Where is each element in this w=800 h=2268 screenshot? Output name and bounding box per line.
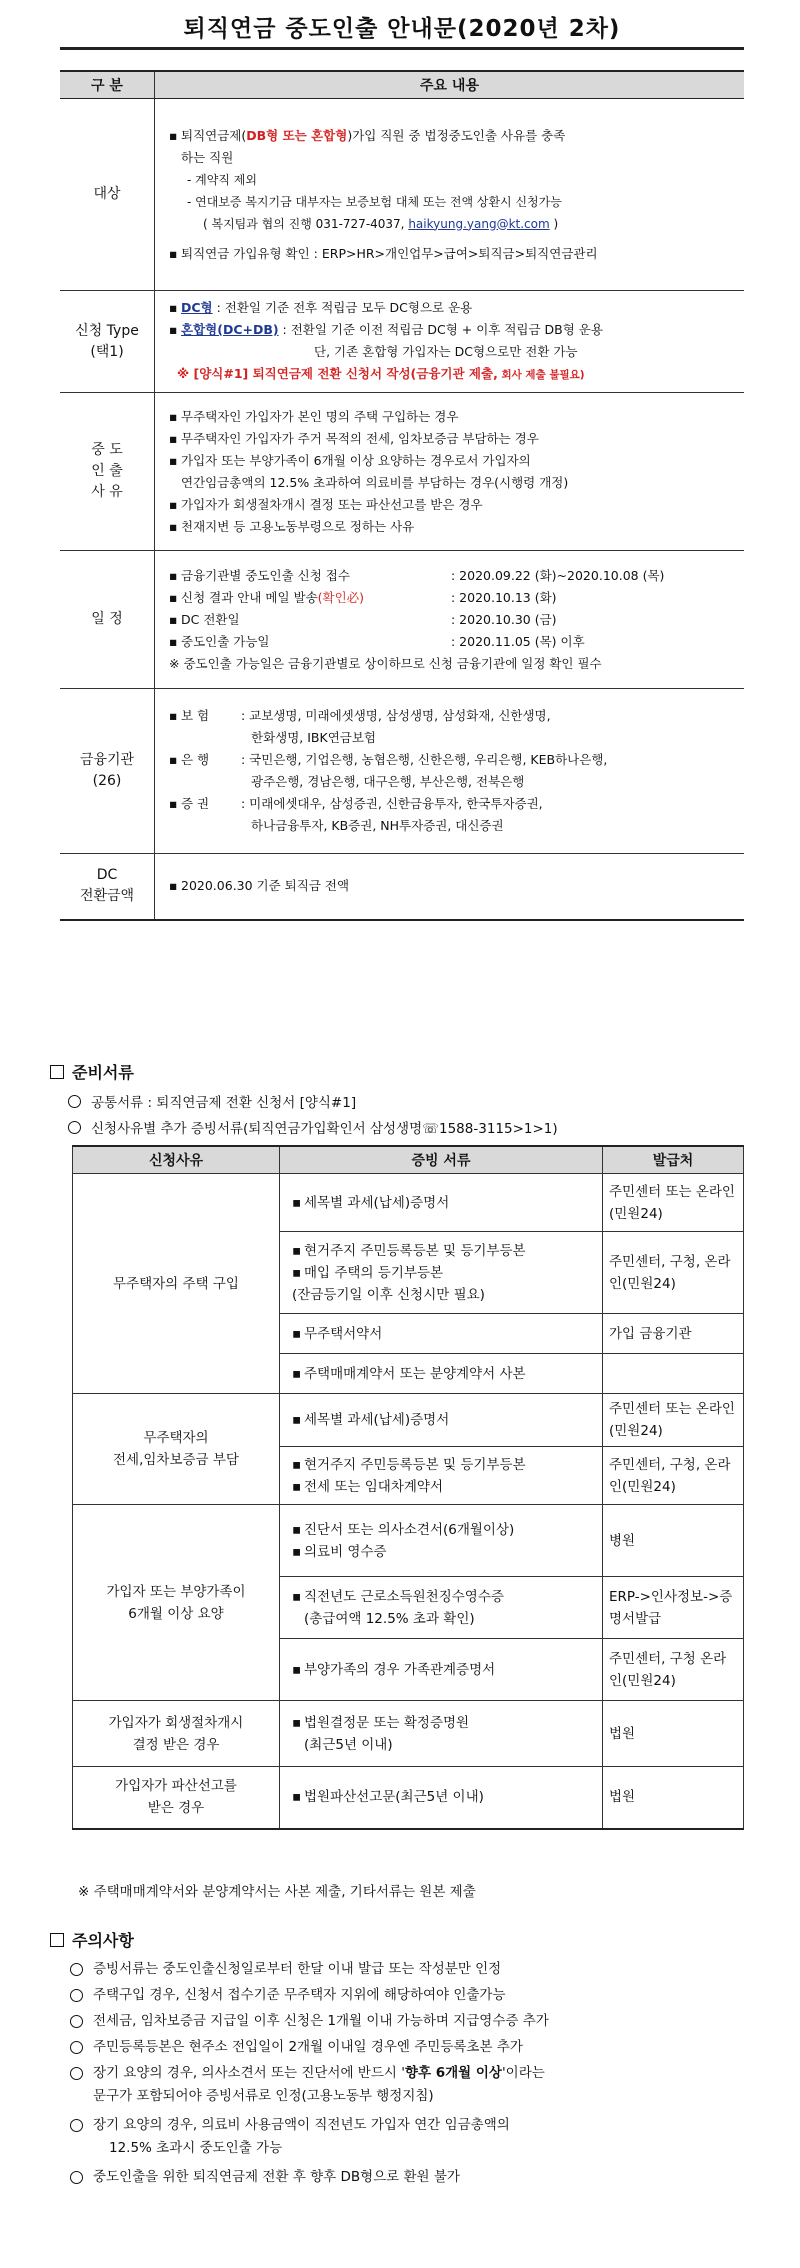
circle-bullet-icon: [70, 2171, 83, 2184]
circle-bullet-icon: [70, 1963, 83, 1976]
mixed-type-name: 혼합형(DC+DB): [181, 322, 279, 337]
label-target: 대상: [60, 99, 155, 291]
table-row: ▪ 무주택서약서 가입 금융기관: [73, 1314, 744, 1354]
row-institutions: 금융기관 (26) ▪ 보 험 : 교보생명, 미래에셋생명, 삼성생명, 삼성화재, 신한생명, 한화생명, IBK연금보험 ▪ 은 행 : 국민은행, 기업은행, 농협은행, 신한은행, 우리은행, KEB하나은행, 광주은행, 경남은행, 대구은행, 부산은행, 전북은행 ▪ 증 권 : 미래에셋대우, 삼성증권, 신한금융투자, 한국투자증권, 하나금융투자, KB증권, NH투자증권, 대신증권: [60, 689, 744, 854]
row-reason: 중 도 인 출 사 유 ▪ 무주택자인 가입자가 본인 명의 주택 구입하는 경우 ▪ 무주택자인 가입자가 주거 목적의 전세, 임차보증금 부담하는 경우 ▪ 가입자 또는 부양가족이 6개월 이상 요양하는 경우로서 가입자의 연간임금총액의 12.5% 초과하여 의료비를 부담하는 경우(시행령 개정) ▪ 가입자가 회생절차개시 결정 또는 파산선고를 받은 경우 ▪ 천재지변 등 고용노동부령으로 정하는 사유: [60, 393, 744, 551]
caution-item: 장기 요양의 경우, 의사소견서 또는 진단서에 반드시 '향후 6개월 이상'이라는 문구가 포함되어야 증빙서류로 인정(고용노동부 행정지침): [70, 2062, 750, 2108]
table-row: 무주택자의 주택 구입 ▪ 세목별 과세(납세)증명서 주민센터 또는 온라인(민원24): [73, 1174, 744, 1232]
header-content: 주요 내용: [155, 71, 745, 99]
circle-bullet-icon: [68, 1121, 81, 1134]
documents-note: ※ 주택매매계약서와 분양계약서는 사본 제출, 기타서류는 원본 제출: [78, 1884, 476, 1900]
prep-additional: 신청사유별 추가 증빙서류(퇴직연금가입확인서 삼성생명☏1588-3115>1>1): [68, 1117, 558, 1137]
reason-item: ▪ 천재지변 등 고용노동부령으로 정하는 사유: [169, 518, 415, 534]
circle-bullet-icon: [70, 2041, 83, 2054]
reason-item: ▪ 무주택자인 가입자가 주거 목적의 전세, 임차보증금 부담하는 경우: [169, 430, 539, 446]
circle-bullet-icon: [70, 1989, 83, 2002]
header-category: 구 분: [60, 71, 155, 99]
table-row: ▪ 주택매매계약서 또는 분양계약서 사본: [73, 1354, 744, 1394]
header-reason: 신청사유: [73, 1146, 280, 1174]
db-or-mixed-highlight: DB형 또는 혼합형: [246, 127, 348, 143]
circle-bullet-icon: [70, 2015, 83, 2028]
header-proof: 증빙 서류: [280, 1146, 603, 1174]
table-row: ▪ 부양가족의 경우 가족관계증명서 주민센터, 구청 온라인(민원24): [73, 1639, 744, 1701]
checkbox-square-icon: [50, 1933, 64, 1947]
contact-email-link[interactable]: haikyung.yang@kt.com: [408, 216, 550, 231]
row-schedule: 일 정 ▪ 금융기관별 중도인출 신청 접수 : 2020.09.22 (화)~2020.10.08 (목) ▪ 신청 결과 안내 메일 발송(확인必) : 2020.10.13 (화) ▪ DC 전환일 : 2020.10.30 (금) ▪ 중도인출 가능일 : 2020.11.05 (목) 이후 ※ 중도인출 가능일은 금융기관별로 상이하므로 신청 금융기관에 일정 확인 필수: [60, 551, 744, 689]
caution-item: 주민등록등본은 현주소 전입일이 2개월 이내일 경우엔 주민등록초본 추가: [70, 2036, 750, 2059]
table-row: 가입자가 회생절차개시 결정 받은 경우 ▪ 법원결정문 또는 확정증명원 (최근5년 이내) 법원: [73, 1701, 744, 1767]
dc-type-name: DC형: [181, 300, 213, 315]
prep-heading: 준비서류: [50, 1060, 134, 1083]
table-row: ▪ 직전년도 근로소득원천징수영수증 (총급여액 12.5% 초과 확인) ERP->인사정보->증명서발급: [73, 1577, 744, 1639]
circle-bullet-icon: [68, 1095, 81, 1108]
prep-common: 공통서류 : 퇴직연금제 전환 신청서 [양식#1]: [68, 1091, 356, 1111]
main-info-table: [60, 70, 744, 921]
label-type: 신청 Type: [75, 322, 139, 339]
caution-item: 중도인출을 위한 퇴직연금제 전환 후 향후 DB형으로 환원 불가: [70, 2166, 750, 2189]
caution-item: 전세금, 임차보증금 지급일 이후 신청은 1개월 이내 가능하며 지급영수증 추가: [70, 2010, 750, 2033]
circle-bullet-icon: [70, 2067, 83, 2080]
reason-item: ▪ 가입자 또는 부양가족이 6개월 이상 요양하는 경우로서 가입자의: [169, 452, 531, 468]
checkbox-square-icon: [50, 1065, 64, 1079]
row-target: 대상 ▪ 퇴직연금제(DB형 또는 혼합형)가입 직원 중 법정중도인출 사유를 충족 하는 직원 - 계약직 제외 - 연대보증 복지기금 대부자는 보증보험 대체 또는 전액 상환시 신청가능 ( 복지팀과 협의 진행 031-727-4037, haikyung.yang@kt.com ) ▪ 퇴직연금 가입유형 확인 : ERP>HR>개인업무>급여>퇴직금>퇴직연금관리: [60, 99, 744, 291]
table-row: 가입자 또는 부양가족이 6개월 이상 요양 ▪ 진단서 또는 의사소견서(6개월이상) ▪ 의료비 영수증 병원: [73, 1505, 744, 1577]
title-underline: [60, 47, 744, 50]
header-issuer: 발급처: [603, 1146, 744, 1174]
reason-item: ▪ 무주택자인 가입자가 본인 명의 주택 구입하는 경우: [169, 408, 459, 424]
circle-bullet-icon: [70, 2119, 83, 2132]
document-title: 퇴직연금 중도인출 안내문(2020년 2차): [183, 16, 621, 42]
table-row: 무주택자의 전세,임차보증금 부담 ▪ 세목별 과세(납세)증명서 주민센터 또는 온라인(민원24): [73, 1394, 744, 1447]
caution-item: 장기 요양의 경우, 의료비 사용금액이 직전년도 가입자 연간 임금총액의 12.5% 초과시 중도인출 가능: [70, 2114, 750, 2160]
table-row: ▪ 현거주지 주민등록등본 및 등기부등본 ▪ 전세 또는 임대차계약서 주민센터, 구청, 온라인(민원24): [73, 1447, 744, 1505]
table-row: ▪ 현거주지 주민등록등본 및 등기부등본 ▪ 매입 주택의 등기부등본 (잔금등기일 이후 신청시만 필요) 주민센터, 구청, 온라인(민원24): [73, 1232, 744, 1314]
row-type: 신청 Type (택1) ▪ DC형 : 전환일 기준 전후 적립금 모두 DC형으로 운용 ▪ 혼합형(DC+DB) : 전환일 기준 이전 적립금 DC형 + 이후 적립금 DB형 운용 단, 기존 혼합형 가입자는 DC형으로만 전환 가능 ※ [양식#1] 퇴직연금제 전환 신청서 작성(금융기관 제출, 회사 제출 불필요): [60, 291, 744, 393]
form-note: ※ [양식#1] 퇴직연금제 전환 신청서 작성(금융기관 제출,: [177, 366, 498, 381]
label-institutions: 금융기관: [79, 752, 135, 768]
label-schedule: 일 정: [60, 551, 155, 689]
table-row: 가입자가 파산선고를 받은 경우 ▪ 법원파산선고문(최근5년 이내) 법원: [73, 1767, 744, 1829]
caution-heading: 주의사항: [50, 1928, 134, 1951]
documents-table: [72, 1145, 744, 1830]
caution-item: 증빙서류는 중도인출신청일로부터 한달 이내 발급 또는 작성분만 인정: [70, 1958, 750, 1981]
row-dc-amount: DC 전환금액 ▪ 2020.06.30 기준 퇴직금 전액: [60, 854, 744, 920]
reason-item: ▪ 가입자가 회생절차개시 결정 또는 파산선고를 받은 경우: [169, 496, 483, 512]
caution-item: 주택구입 경우, 신청서 접수기준 무주택자 지위에 해당하여야 인출가능: [70, 1984, 750, 2007]
